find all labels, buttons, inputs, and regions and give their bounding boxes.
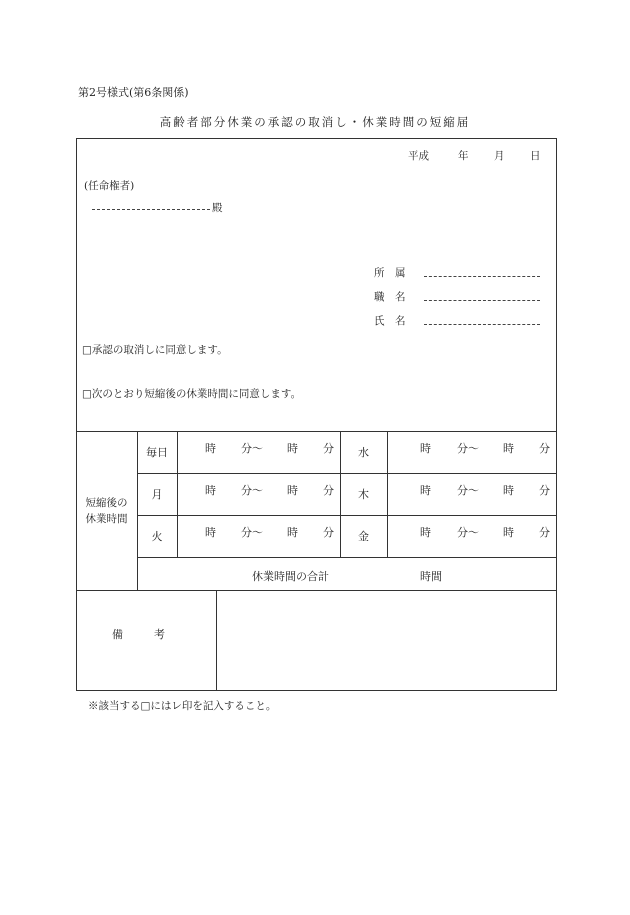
time-hour: 時 [420, 526, 431, 539]
time-minute: 分 [539, 484, 550, 497]
time-hour: 時 [205, 484, 216, 497]
name-field[interactable] [424, 324, 540, 325]
time-hour: 時 [287, 442, 298, 455]
time-minute: 分 [323, 526, 334, 539]
time-minute: 分 [539, 526, 550, 539]
checkbox-icon[interactable]: □ [82, 344, 92, 356]
time-hour: 時 [287, 484, 298, 497]
time-min-from: 分〜 [457, 442, 479, 455]
position-label: 職 名 [374, 291, 406, 303]
checkbox-label: 承認の取消しに同意します。 [91, 344, 228, 356]
checkbox-cancel-approval[interactable] [82, 342, 228, 357]
time-hour: 時 [503, 442, 514, 455]
date-year: 年 [458, 150, 469, 162]
time-min-from: 分〜 [457, 484, 479, 497]
day-label-mon: 月 [151, 488, 163, 501]
appointer-honorific: 殿 [212, 202, 223, 214]
time-minute: 分 [323, 442, 334, 455]
affiliation-label: 所 属 [374, 267, 406, 279]
day-label-fri: 金 [358, 530, 369, 543]
checkbox-shorten-hours[interactable] [82, 386, 301, 401]
day-label-wed: 水 [358, 446, 369, 459]
time-hour: 時 [503, 526, 514, 539]
time-hour: 時 [503, 484, 514, 497]
time-min-from: 分〜 [241, 442, 263, 455]
footnote: ※該当する□にはレ印を記入すること。 [88, 700, 277, 712]
name-label: 氏 名 [374, 315, 406, 327]
total-label: 休業時間の合計 [252, 570, 329, 583]
position-field[interactable] [424, 300, 540, 301]
day-label-tue: 火 [151, 530, 163, 543]
time-hour: 時 [287, 526, 298, 539]
form-number: 第2号様式(第6条関係) [78, 86, 189, 99]
time-min-from: 分〜 [241, 484, 263, 497]
time-min-from: 分〜 [241, 526, 263, 539]
appointer-name-field[interactable] [92, 209, 210, 210]
appointer-label: (任命権者) [84, 180, 135, 192]
affiliation-field[interactable] [424, 276, 540, 277]
time-hour: 時 [205, 442, 216, 455]
date-era: 平成 [408, 150, 429, 162]
remarks-label: 備 考 [112, 628, 168, 641]
time-min-from: 分〜 [457, 526, 479, 539]
time-minute: 分 [539, 442, 550, 455]
date-day: 日 [530, 150, 541, 162]
schedule-row-header: 短縮後の 休業時間 [85, 497, 128, 525]
time-minute: 分 [323, 484, 334, 497]
remarks-field[interactable] [217, 591, 556, 690]
date-month: 月 [494, 150, 505, 162]
day-label-daily: 毎日 [146, 446, 168, 459]
total-unit: 時間 [420, 570, 442, 583]
time-hour: 時 [205, 526, 216, 539]
time-hour: 時 [420, 442, 431, 455]
form-title: 高齢者部分休業の承認の取消し・休業時間の短縮届 [159, 115, 471, 129]
time-hour: 時 [420, 484, 431, 497]
checkbox-label: 次のとおり短縮後の休業時間に同意します。 [91, 388, 302, 400]
day-label-thu: 木 [358, 488, 369, 501]
checkbox-icon[interactable]: □ [82, 388, 92, 400]
